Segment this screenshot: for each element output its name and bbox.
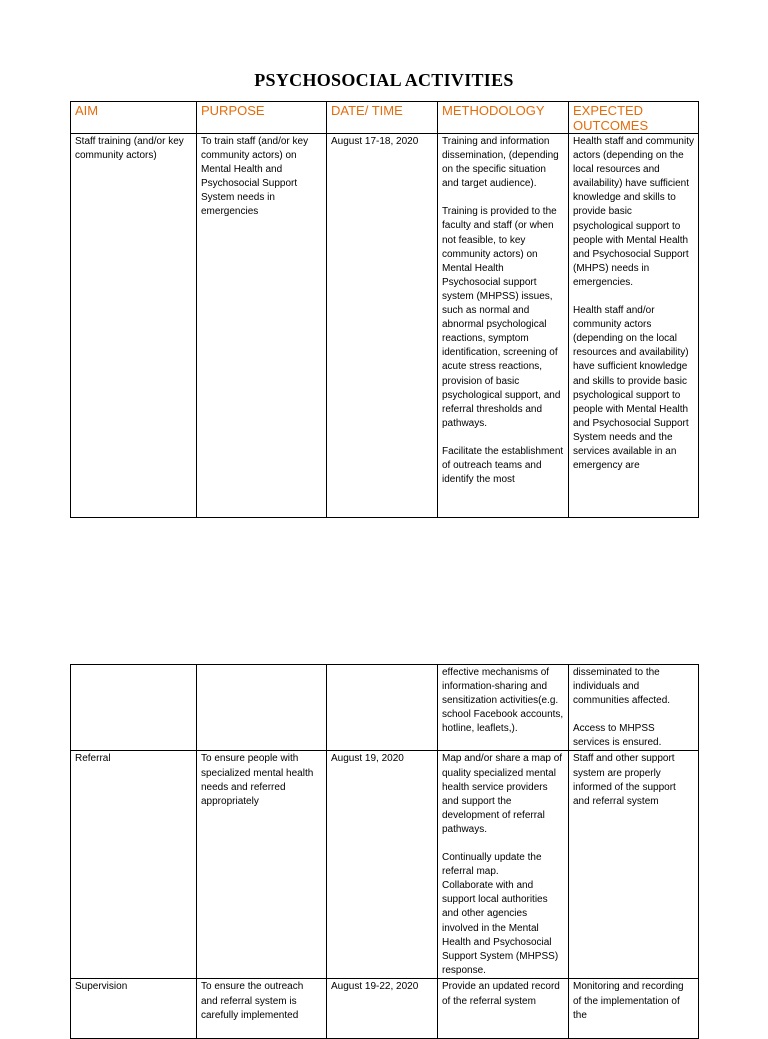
table-row	[71, 665, 699, 751]
cell-outcomes	[569, 979, 699, 1039]
header-aim: AIM	[71, 102, 197, 134]
cell-aim: Supervision	[71, 979, 197, 1039]
outcome-paragraph: Access to MHPSS services is ensured.	[573, 723, 662, 749]
methodology-paragraph: Continually update the referral map.	[442, 852, 542, 878]
cell-methodology	[438, 134, 569, 518]
cell-methodology	[438, 979, 569, 1039]
cell-outcomes	[569, 665, 699, 751]
cell-purpose: To ensure the outreach and referral system is carefully implemented	[197, 979, 327, 1039]
methodology-paragraph: Collaborate with and support local authorities and other agencies involved in the Mental Health and Psychosocial Support System (MHPSS) response.	[442, 880, 559, 976]
header-expected-outcomes: EXPECTED OUTCOMES	[569, 102, 699, 134]
outcome-paragraph: Health staff and/or community actors (depending on the local resources and availability) have sufficient knowledge and skills to provide basic psychological support to people with Mental Health and Psychosocial Support System needs and the services available in an emergency are	[573, 305, 689, 472]
header-date-time: DATE/ TIME	[327, 102, 438, 134]
cell-date: August 19-22, 2020	[327, 979, 438, 1039]
activities-table-page-2	[70, 664, 699, 1039]
cell-aim	[71, 665, 197, 751]
outcome-paragraph: Health staff and community actors (depending on the local resources and availability) have sufficient knowledge and skills to provide basic psychological support to people with Mental Health and Psychosocial Support (MHPS) needs in emergencies.	[573, 136, 694, 288]
header-row	[71, 102, 699, 134]
table-row	[71, 751, 699, 979]
header-purpose: PURPOSE	[197, 102, 327, 134]
cell-aim: Referral	[71, 751, 197, 979]
cell-date	[327, 665, 438, 751]
cell-methodology	[438, 665, 569, 751]
methodology-paragraph: Training is provided to the faculty and staff (or when not feasible, to key community actors) on Mental Health Psychosocial support system (MHPSS) issues, such as normal and abnormal psychological reactions, symptom identification, screening of acute stress reactions, provision of basic psychological support, and referral thresholds and pathways.	[442, 206, 561, 429]
table-row	[71, 134, 699, 518]
methodology-paragraph: Facilitate the establishment of outreach teams and identify the most	[442, 445, 564, 486]
cell-date: August 19, 2020	[327, 751, 438, 979]
cell-date: August 17-18, 2020	[327, 134, 438, 518]
methodology-paragraph: effective mechanisms of information-sharing and sensitization activities(e.g. school Facebook accounts, hotline, leaflets,).	[442, 667, 564, 735]
cell-methodology	[438, 751, 569, 979]
table-row	[71, 979, 699, 1039]
outcome-paragraph: Monitoring and recording of the implementation of the	[573, 981, 684, 1021]
cell-outcomes	[569, 134, 699, 518]
outcome-paragraph: disseminated to the individuals and communities affected.	[573, 667, 671, 707]
methodology-paragraph: Training and information dissemination, (depending on the specific situation and target audience).	[442, 136, 559, 190]
activities-table-page-1	[70, 101, 699, 518]
outcome-paragraph: Staff and other support system are properly informed of the support and referral system	[573, 753, 676, 807]
cell-aim: Staff training (and/or key community actors)	[71, 134, 197, 518]
methodology-paragraph: Map and/or share a map of quality specialized mental health service providers and support the development of referral pathways.	[442, 753, 563, 835]
cell-purpose: To ensure people with specialized mental health needs and referred appropriately	[197, 751, 327, 979]
page-title: PSYCHOSOCIAL ACTIVITIES	[254, 70, 514, 90]
cell-purpose: To train staff (and/or key community actors) on Mental Health and Psychosocial Support System needs in emergencies	[197, 134, 327, 518]
methodology-paragraph: Provide an updated record of the referral system	[442, 981, 560, 1007]
header-methodology: METHODOLOGY	[438, 102, 569, 134]
cell-outcomes	[569, 751, 699, 979]
cell-purpose	[197, 665, 327, 751]
